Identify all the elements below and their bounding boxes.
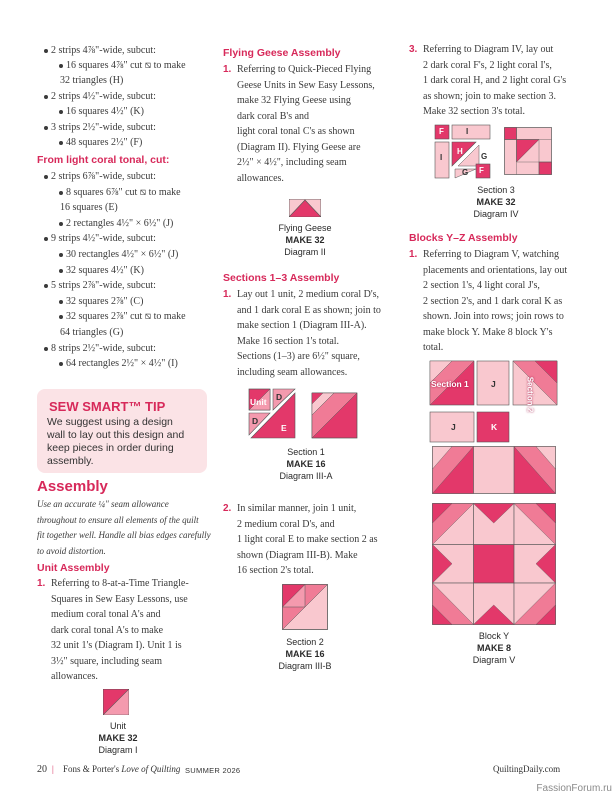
text-line: 2 dark coral F's, 2 light coral I's, xyxy=(423,59,552,71)
text-line: assembly. xyxy=(47,455,94,467)
site-link[interactable]: QuiltingDaily.com xyxy=(493,764,561,774)
step-number: 2. xyxy=(223,503,232,514)
text-line: Make 32 section 3's total. xyxy=(423,106,526,117)
caption-make: MAKE 16 xyxy=(285,649,325,659)
sew-smart-tip xyxy=(37,389,207,473)
label-d: D xyxy=(252,416,259,426)
cutting-item: 32 squares 2⅞" (C) xyxy=(66,295,144,307)
caption-diagram: Diagram II xyxy=(284,247,326,257)
page-number: 20 xyxy=(37,764,47,775)
unit-assembly-heading: Unit Assembly xyxy=(37,562,110,574)
label-g: G xyxy=(462,168,469,177)
bullet-dot xyxy=(59,315,63,319)
cutting-item: 2 strips 6⅞"-wide, subcut: xyxy=(51,171,156,182)
cutting-item: 16 squares 4½" (K) xyxy=(66,106,144,117)
step-number: 1. xyxy=(37,578,46,589)
text-line: 2 medium coral D's, and xyxy=(237,518,335,530)
text-line: make block Y. Make 8 block Y's xyxy=(423,326,553,338)
bullet-dot xyxy=(44,95,48,99)
text-line: to avoid distortion. xyxy=(37,545,106,556)
text-line: and 1 dark coral E as shown; join to xyxy=(237,304,381,316)
diagram-iiia-caption xyxy=(263,446,349,482)
text-line: Referring to Quick-Pieced Flying xyxy=(237,64,372,75)
label-j: J xyxy=(451,422,456,432)
cutting-item: 8 squares 6⅞" cut ⧅ to make xyxy=(66,186,181,198)
bullet-dot xyxy=(59,300,63,304)
assembly-title: Assembly xyxy=(37,478,108,495)
label-h: H xyxy=(457,147,463,156)
cutting-item: 16 squares (E) xyxy=(60,202,118,214)
cutting-item: 5 strips 2⅞"-wide, subcut: xyxy=(51,280,156,292)
publication-name-part: Love of Quilting xyxy=(121,764,181,774)
label-i: I xyxy=(466,127,469,136)
caption-make: MAKE 16 xyxy=(286,459,326,469)
label-j: J xyxy=(491,379,496,389)
label-f: F xyxy=(479,166,484,175)
text-line: 1 light coral E to make section 2 as xyxy=(237,534,378,545)
diagram-iv-assembled xyxy=(504,127,552,175)
blocks-text xyxy=(423,247,567,356)
publication-name xyxy=(63,764,180,774)
footer-separator: | xyxy=(52,764,54,774)
bullet-dot xyxy=(59,222,63,226)
text-line: Geese Units in Sew Easy Lessons, xyxy=(237,79,375,91)
diagram-v-block xyxy=(432,503,556,625)
label-g: G xyxy=(481,152,488,161)
text-line: Make 16 section 1's total. xyxy=(237,335,340,347)
text-line: keep pieces in order during xyxy=(47,442,174,454)
caption-line: Section 2 xyxy=(286,637,324,647)
label-e: E xyxy=(281,423,287,433)
text-line: Lay out 1 unit, 2 medium coral D's, xyxy=(237,289,380,300)
text-line: (Diagram II). Flying Geese are xyxy=(237,141,361,153)
text-line: Referring to 8-at-a-Time Triangle- xyxy=(51,578,189,589)
step-number: 3. xyxy=(409,44,418,55)
bullet-dot xyxy=(59,110,63,114)
diagram-iiib-caption xyxy=(262,636,348,672)
bullet-dot xyxy=(44,49,48,53)
tip-title: SEW SMART™ TIP xyxy=(49,399,166,414)
cutting-item: 8 strips 2½"-wide, subcut: xyxy=(51,342,156,354)
bullet-dot xyxy=(59,141,63,145)
section2-text xyxy=(237,501,378,579)
caption-diagram: Diagram IV xyxy=(473,209,519,219)
bullet-dot xyxy=(44,126,48,130)
text-line: Squares in Sew Easy Lessons, use xyxy=(51,593,188,605)
diagram-v-top-row xyxy=(432,446,556,494)
text-line: 3½" square, including seam xyxy=(51,655,163,667)
label-f: F xyxy=(439,127,444,136)
diagram-ii-flying-geese xyxy=(289,199,321,217)
bullet-dot xyxy=(59,191,63,195)
unit-step-text xyxy=(51,576,189,685)
sections-heading: Sections 1–3 Assembly xyxy=(223,272,340,284)
diagram-ii-caption xyxy=(265,222,345,258)
text-line: placements and orientations, lay out xyxy=(423,264,568,276)
caption-line: Unit xyxy=(109,721,126,731)
text-line: make 32 Flying Geese using xyxy=(237,95,351,106)
caption-line: Section 1 xyxy=(287,447,325,457)
caption-make: MAKE 32 xyxy=(98,733,138,743)
bullet-dot xyxy=(59,269,63,273)
watermark: FassionForum.ru xyxy=(536,783,612,794)
bullet-dot xyxy=(44,284,48,288)
step-number: 1. xyxy=(223,289,232,300)
cutting-item: 2 strips 4⅞"-wide, subcut: xyxy=(51,45,156,56)
text-line: make section 1 (Diagram III-A). xyxy=(237,320,367,331)
text-line: Referring to Diagram V, watching xyxy=(423,249,559,260)
label-section-2: Section 2 xyxy=(525,376,535,413)
text-line: In similar manner, join 1 unit, xyxy=(237,503,357,514)
diagram-v-caption xyxy=(451,630,537,666)
bullet-dot xyxy=(59,253,63,257)
issue-label: SUMMER 2026 xyxy=(185,766,241,775)
text-line: shown (Diagram III-B). Make xyxy=(237,549,358,561)
text-line: fit together well. Handle all bias edges carefully xyxy=(37,530,211,540)
label-unit: Unit xyxy=(250,397,267,407)
label-section-1: Section 1 xyxy=(431,379,469,389)
text-line: 1 dark coral H, and 2 light coral G's xyxy=(423,75,567,86)
text-line: 2 section 2's, and 1 dark coral K as xyxy=(423,295,563,307)
text-line: dark coral B's and xyxy=(237,110,310,122)
flying-geese-heading: Flying Geese Assembly xyxy=(223,47,341,59)
bullet-dot xyxy=(44,347,48,351)
cutting-item: 32 squares 4½" (K) xyxy=(66,264,144,276)
caption-diagram: Diagram III-A xyxy=(279,471,333,481)
caption-line: Flying Geese xyxy=(278,223,332,233)
label-d: D xyxy=(276,392,283,402)
text-line: We suggest using a design xyxy=(47,416,173,428)
bullet-dot xyxy=(44,237,48,241)
cutting-item: 48 squares 2½" (F) xyxy=(66,137,143,148)
cutting-item: 2 rectangles 4½" × 6½" (J) xyxy=(66,217,174,229)
caption-diagram: Diagram I xyxy=(98,745,138,755)
caption-line: Block Y xyxy=(478,631,510,641)
text-line: 2 section 1's, 4 light coral J's, xyxy=(423,280,540,291)
blocks-heading: Blocks Y–Z Assembly xyxy=(409,232,518,244)
caption-make: MAKE 8 xyxy=(476,643,511,653)
text-line: wall to lay out this design and xyxy=(47,429,185,441)
bullet-dot xyxy=(59,64,63,68)
text-line: allowances. xyxy=(51,671,98,682)
cutting-item: 64 rectangles 2½" × 4½" (I) xyxy=(66,358,178,370)
caption-make: MAKE 32 xyxy=(285,235,325,245)
caption-line: Section 3 xyxy=(477,185,515,195)
text-line: light coral tonal C's as shown xyxy=(237,126,355,137)
assembly-intro xyxy=(37,497,211,559)
diagram-iiia xyxy=(248,388,358,440)
text-line: Use an accurate ¼" seam allowance xyxy=(37,499,169,509)
cutting-item: 3 strips 2½"-wide, subcut: xyxy=(51,122,156,133)
cutting-item: 2 strips 4½"-wide, subcut: xyxy=(51,91,156,102)
section1-text xyxy=(237,287,381,380)
step-number: 1. xyxy=(409,249,418,260)
text-line: 16 section 2's total. xyxy=(237,565,314,576)
cutting-item: 32 triangles (H) xyxy=(60,75,124,86)
caption-diagram: Diagram III-B xyxy=(278,661,332,671)
text-line: throughout to ensure all elements of the quilt xyxy=(37,514,199,525)
flying-geese-text xyxy=(237,62,375,186)
bullet-dot xyxy=(44,175,48,179)
text-line: 2½" × 4½", including seam xyxy=(237,157,347,168)
text-line: Sections (1–3) are 6½" square, xyxy=(237,351,360,362)
coral-heading: From light coral tonal, cut: xyxy=(37,154,170,166)
bullet-dot xyxy=(59,362,63,366)
cutting-item: 16 squares 4⅞" cut ⧅ to make xyxy=(66,60,186,71)
text-line: total. xyxy=(423,342,444,353)
cutting-item: 64 triangles (G) xyxy=(60,327,124,338)
text-line: Referring to Diagram IV, lay out xyxy=(423,44,554,55)
text-line: dark coral tonal A's to make xyxy=(51,624,164,636)
text-line: 32 unit 1's (Diagram I). Unit 1 is xyxy=(51,640,182,651)
diagram-iv-caption xyxy=(453,184,539,220)
label-i: I xyxy=(440,153,443,162)
caption-make: MAKE 32 xyxy=(476,197,516,207)
cutting-item: 9 strips 4½"-wide, subcut: xyxy=(51,233,156,245)
cutting-item: 32 squares 2⅞" cut ⧅ to make xyxy=(66,311,186,323)
text-line: including seam allowances. xyxy=(237,366,348,378)
step-number: 1. xyxy=(223,64,232,75)
label-k: K xyxy=(491,422,498,432)
publication-name-part: Fons & Porter's xyxy=(63,764,120,774)
text-line: medium coral tonal A's and xyxy=(51,609,161,620)
text-line: allowances. xyxy=(237,172,284,184)
tip-body xyxy=(47,416,184,468)
diagram-i-caption xyxy=(78,720,158,756)
cutting-item: 30 rectangles 4½" × 6½" (J) xyxy=(66,249,179,260)
diagram-i-unit xyxy=(103,689,129,715)
text-line: as shown; join to make section 3. xyxy=(423,90,557,102)
text-line: shown. Join into rows; join rows to xyxy=(423,311,564,322)
diagram-iiib xyxy=(282,584,328,630)
caption-diagram: Diagram V xyxy=(472,655,516,665)
section3-text xyxy=(423,42,566,120)
